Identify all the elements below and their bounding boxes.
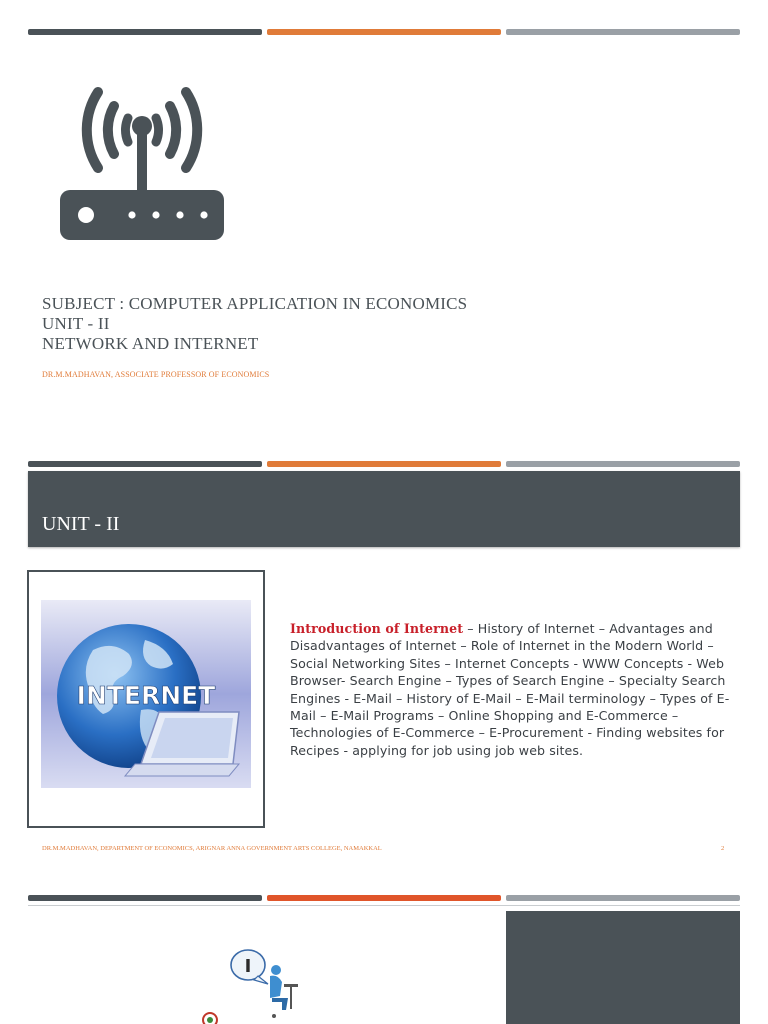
- internet-image-text: INTERNET: [76, 681, 216, 710]
- page-number: 2: [721, 845, 725, 852]
- unit-line: UNIT - II: [42, 314, 110, 333]
- slide-title: [42, 294, 467, 354]
- speech-glyph: I: [244, 956, 252, 977]
- intro-lead: Introduction of Internet: [290, 621, 464, 636]
- subject-line: SUBJECT : COMPUTER APPLICATION IN ECONOMICS: [42, 294, 468, 313]
- author-line: DR.M.MADHAVAN, ASSOCIATE PROFESSOR OF ECONOMICS: [42, 370, 270, 379]
- wifi-router-icon: [58, 72, 226, 244]
- accent-bar-orange: [267, 461, 501, 467]
- topic-line: NETWORK AND INTERNET: [42, 334, 259, 353]
- intro-rest: – History of Internet – Advantages and Disadvantages of Internet – Role of Internet in the Modern World – Social Networking Sites – Internet Concepts - WWW Concepts - Web Browser- Search Engine – Types of Search Engine – Specialty Search Engines - E-Mail – History of E-Mail – E-Mail terminology – Types of E-Mail – E-Mail Programs – Online Shopping and E-Commerce – Technologies of E-Commerce – E-Procurement - Finding websites for Recipes - applying for job using job web sites.: [290, 621, 730, 758]
- accent-bar-dark: [28, 895, 262, 901]
- accent-bar-dark: [28, 29, 262, 35]
- internet-globe-icon: [41, 600, 251, 788]
- accent-bar-gray: [506, 29, 740, 35]
- accent-bar-orange: [267, 895, 501, 901]
- unit-banner: [28, 471, 740, 547]
- accent-bar-dark: [28, 461, 262, 467]
- divider: [28, 905, 740, 906]
- internet-image-frame: [27, 570, 265, 828]
- side-panel: [506, 911, 740, 1024]
- accent-bar-gray: [506, 461, 740, 467]
- slide-footer: DR.M.MADHAVAN, DEPARTMENT OF ECONOMICS, ARIGNAR ANNA GOVERNMENT ARTS COLLEGE, NAMAKKAL: [42, 845, 382, 852]
- accent-bar-orange: [267, 29, 501, 35]
- banner-title: UNIT - II: [42, 513, 120, 535]
- accent-bar-gray: [506, 895, 740, 901]
- unit-syllabus-paragraph: [290, 620, 730, 759]
- person-at-computer-icon: [190, 946, 310, 1024]
